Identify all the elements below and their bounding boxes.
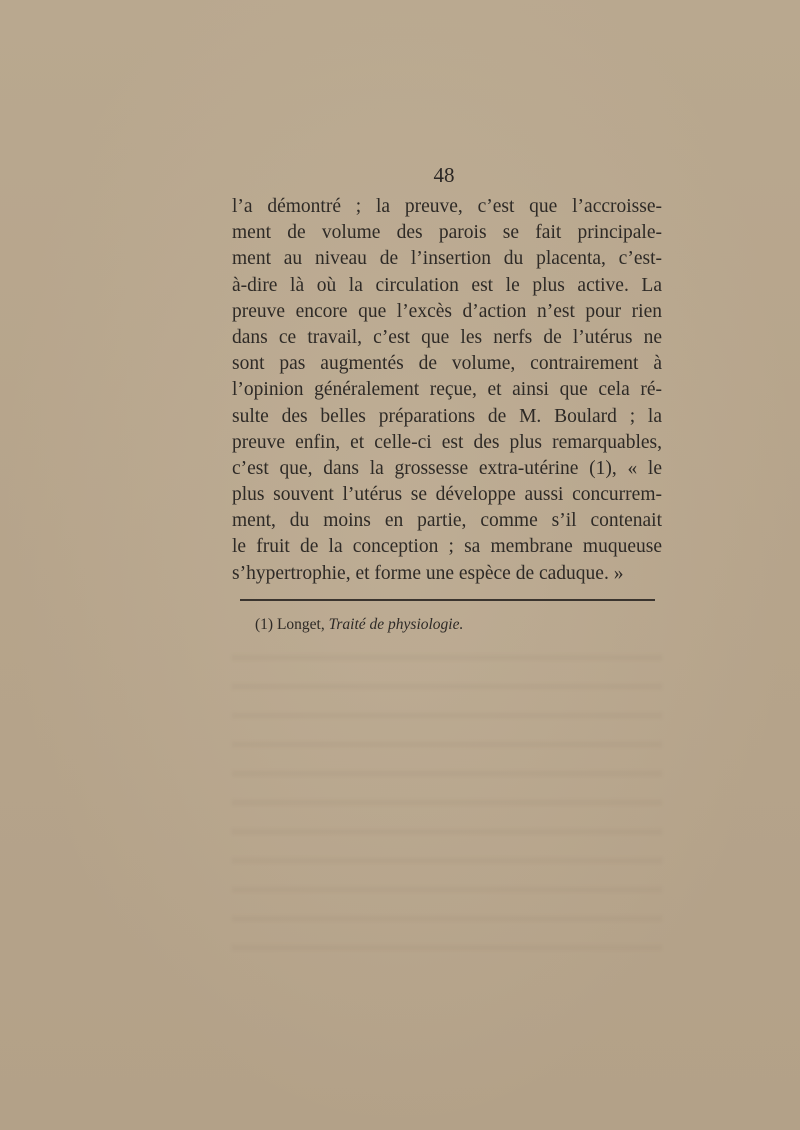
body-text bbox=[232, 194, 662, 587]
footnote-divider bbox=[240, 599, 655, 601]
text-line: c’est que, dans la grossesse extra-utérine (1), « le bbox=[232, 457, 662, 479]
text-line: preuve enfin, et celle-ci est des plus remarquables, bbox=[232, 431, 662, 453]
text-line: sont pas augmentés de volume, contrairement à bbox=[232, 353, 662, 375]
footnote-marker: (1) bbox=[255, 616, 274, 633]
text-line: plus souvent l’utérus se développe aussi concurrem- bbox=[232, 484, 662, 506]
footnote bbox=[255, 615, 463, 635]
footnote-title: Traité de physiologie. bbox=[328, 616, 464, 633]
text-line: s’hypertrophie, et forme une espèce de caduque. » bbox=[232, 562, 624, 584]
text-line: preuve encore que l’excès d’action n’est pour rien bbox=[232, 300, 662, 322]
text-line: à-dire là où la circulation est le plus active. La bbox=[232, 274, 662, 296]
text-line: l’opinion généralement reçue, et ainsi que cela ré- bbox=[232, 379, 662, 401]
page-number: 48 bbox=[433, 163, 455, 187]
text-line: ment de volume des parois se fait principale- bbox=[232, 222, 662, 244]
show-through-text bbox=[232, 640, 662, 970]
text-line: le fruit de la conception ; sa membrane muqueuse bbox=[232, 536, 662, 558]
text-line: l’a démontré ; la preuve, c’est que l’accroisse- bbox=[232, 196, 662, 217]
footnote-author: Longet, bbox=[276, 616, 325, 633]
text-line: dans ce travail, c’est que les nerfs de l’utérus ne bbox=[232, 326, 662, 348]
text-line: sulte des belles préparations de M. Boulard ; la bbox=[232, 405, 662, 427]
text-line: ment, du moins en partie, comme s’il contenait bbox=[232, 510, 662, 532]
text-line: ment au niveau de l’insertion du placenta, c’est- bbox=[232, 248, 662, 270]
